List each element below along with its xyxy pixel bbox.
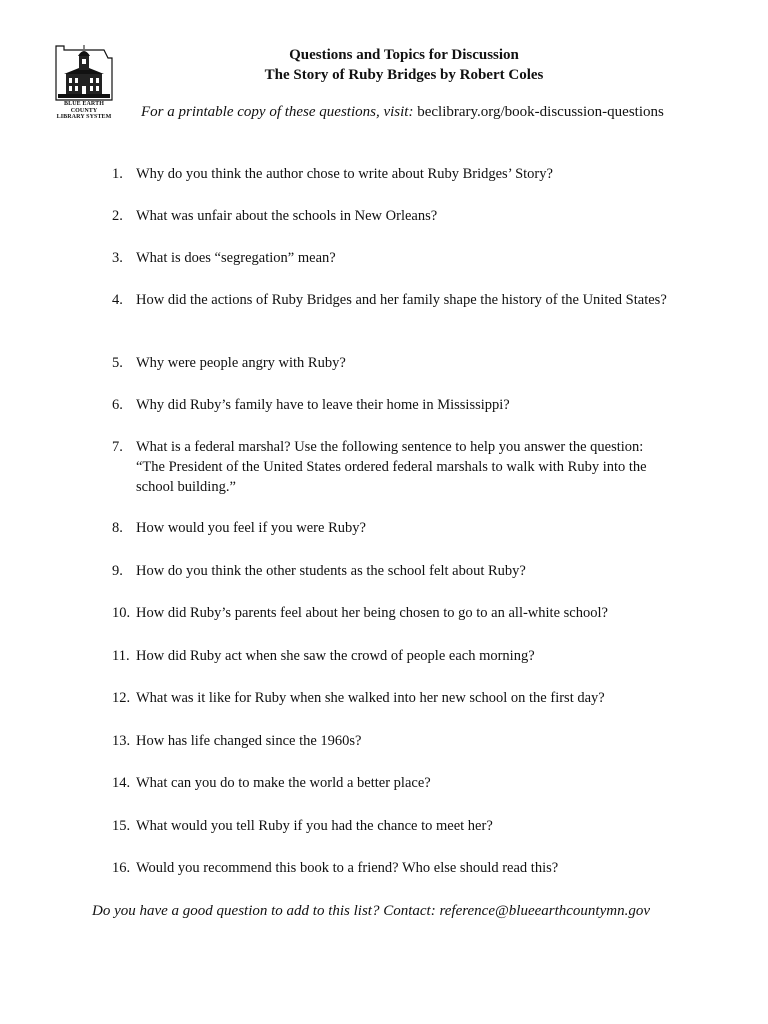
page-subtitle: The Story of Ruby Bridges by Robert Coles xyxy=(264,67,544,83)
question-item xyxy=(112,437,672,497)
question-item xyxy=(112,603,672,623)
question-text: What would you tell Ruby if you had the chance to meet her? xyxy=(136,818,493,834)
question-text: What can you do to make the world a better place? xyxy=(136,775,431,791)
question-item xyxy=(112,688,672,708)
question-item xyxy=(112,858,672,878)
question-text: How did Ruby act when she saw the crowd of people each morning? xyxy=(136,648,535,664)
question-number: 14. xyxy=(112,775,131,791)
question-number: 16. xyxy=(112,860,131,876)
question-number: 13. xyxy=(112,733,131,749)
logo-line-2: LIBRARY SYSTEM xyxy=(56,114,112,120)
question-number: 3. xyxy=(112,250,123,266)
logo-wordmark xyxy=(52,101,116,121)
logo-line-1: BLUE EARTH COUNTY xyxy=(64,101,104,114)
printable-copy-note xyxy=(141,102,664,122)
question-text: Would you recommend this book to a friend? Who else should read this? xyxy=(136,860,559,876)
question-text: How has life changed since the 1960s? xyxy=(136,733,362,749)
question-text: What is a federal marshal? Use the following sentence to help you answer the question: “The President of the United States ordered federal marshals to walk with Ruby into the school building.” xyxy=(136,439,647,495)
question-item xyxy=(112,773,672,793)
question-item xyxy=(112,290,672,310)
question-number: 15. xyxy=(112,818,131,834)
question-item xyxy=(112,164,672,184)
question-text: Why were people angry with Ruby? xyxy=(136,355,346,371)
question-number: 7. xyxy=(112,439,123,455)
printable-prefix: For a printable copy of these questions, visit: xyxy=(141,104,414,120)
question-number: 2. xyxy=(112,208,123,224)
question-text: Why do you think the author chose to write about Ruby Bridges’ Story? xyxy=(136,166,553,182)
question-text: What was it like for Ruby when she walked into her new school on the first day? xyxy=(136,690,605,706)
question-text: How did the actions of Ruby Bridges and her family shape the history of the United States? xyxy=(136,292,667,308)
question-item xyxy=(112,561,672,581)
question-number: 8. xyxy=(112,520,123,536)
question-item xyxy=(112,395,672,415)
question-text: How would you feel if you were Ruby? xyxy=(136,520,366,536)
question-number: 4. xyxy=(112,292,123,308)
contact-footer: Do you have a good question to add to this list? Contact: reference@blueearthcountymn.gov xyxy=(91,903,650,919)
question-number: 9. xyxy=(112,563,123,579)
question-number: 11. xyxy=(112,648,130,664)
question-number: 10. xyxy=(112,605,131,621)
page-title: Questions and Topics for Discussion xyxy=(289,47,519,63)
question-item xyxy=(112,816,672,836)
question-number: 5. xyxy=(112,355,123,371)
question-item xyxy=(112,518,672,538)
question-item xyxy=(112,206,672,226)
question-item xyxy=(112,731,672,751)
question-text: How did Ruby’s parents feel about her being chosen to go to an all-white school? xyxy=(136,605,608,621)
question-number: 12. xyxy=(112,690,131,706)
question-text: Why did Ruby’s family have to leave their home in Mississippi? xyxy=(136,397,510,413)
question-number: 1. xyxy=(112,166,123,182)
printable-url-link[interactable]: beclibrary.org/book-discussion-questions xyxy=(417,104,664,120)
question-text: What was unfair about the schools in New Orleans? xyxy=(136,208,438,224)
question-text: How do you think the other students as the school felt about Ruby? xyxy=(136,563,526,579)
question-number: 6. xyxy=(112,397,123,413)
question-text: What is does “segregation” mean? xyxy=(136,250,336,266)
question-item xyxy=(112,646,672,666)
question-item xyxy=(112,353,672,373)
question-item xyxy=(112,248,672,268)
